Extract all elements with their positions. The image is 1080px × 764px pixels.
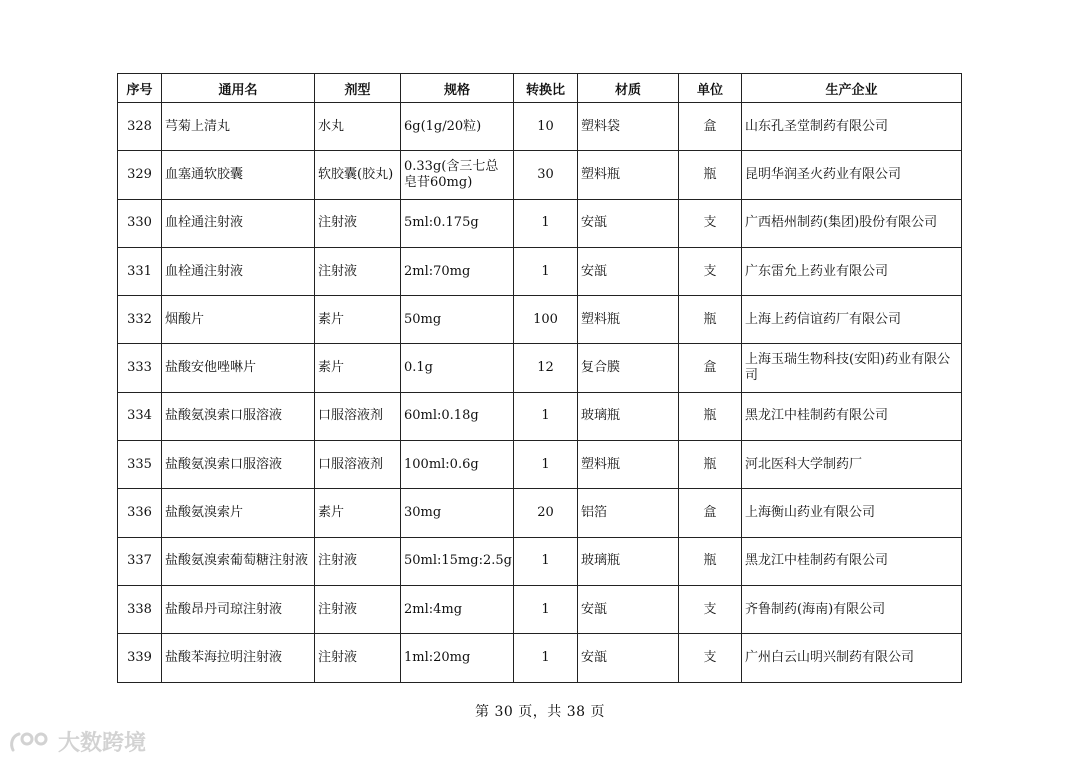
cell-conversion-ratio: 10 xyxy=(514,103,578,151)
table-row xyxy=(118,585,962,633)
header-manufacturer: 生产企业 xyxy=(742,74,962,103)
cell-conversion-ratio: 30 xyxy=(514,151,578,199)
cell-unit: 瓶 xyxy=(679,296,742,344)
cell-conversion-ratio: 20 xyxy=(514,489,578,537)
cell-dosage-form: 注射液 xyxy=(315,199,401,247)
header-material: 材质 xyxy=(578,74,679,103)
cell-unit: 支 xyxy=(679,585,742,633)
watermark xyxy=(8,726,146,757)
cell-dosage-form: 素片 xyxy=(315,344,401,392)
cell-specification: 0.33g(含三七总皂苷60mg) xyxy=(401,151,514,199)
cell-manufacturer: 黑龙江中桂制药有限公司 xyxy=(742,537,962,585)
cell-dosage-form: 素片 xyxy=(315,296,401,344)
header-specification: 规格 xyxy=(401,74,514,103)
cell-material: 玻璃瓶 xyxy=(578,392,679,440)
watermark-text: 大数跨境 xyxy=(58,731,147,756)
cell-index: 331 xyxy=(118,247,162,295)
cell-generic-name: 盐酸昂丹司琼注射液 xyxy=(162,585,315,633)
cell-unit: 瓶 xyxy=(679,441,742,489)
cell-manufacturer: 广西梧州制药(集团)股份有限公司 xyxy=(742,199,962,247)
cell-material: 玻璃瓶 xyxy=(578,537,679,585)
header-unit: 单位 xyxy=(679,74,742,103)
cell-unit: 瓶 xyxy=(679,392,742,440)
cell-conversion-ratio: 1 xyxy=(514,247,578,295)
cell-index: 329 xyxy=(118,151,162,199)
cell-dosage-form: 口服溶液剂 xyxy=(315,441,401,489)
cell-generic-name: 盐酸氨溴索口服溶液 xyxy=(162,441,315,489)
cell-dosage-form: 注射液 xyxy=(315,634,401,682)
cell-specification: 100ml:0.6g xyxy=(401,441,514,489)
table-row xyxy=(118,151,962,199)
cell-generic-name: 烟酸片 xyxy=(162,296,315,344)
cell-material: 塑料瓶 xyxy=(578,296,679,344)
cell-specification: 50mg xyxy=(401,296,514,344)
cell-manufacturer: 昆明华润圣火药业有限公司 xyxy=(742,151,962,199)
cell-index: 330 xyxy=(118,199,162,247)
cell-material: 塑料袋 xyxy=(578,103,679,151)
cell-specification: 2ml:70mg xyxy=(401,247,514,295)
header-dosage-form: 剂型 xyxy=(315,74,401,103)
cell-specification: 50ml:15mg:2.5g xyxy=(401,537,514,585)
cell-index: 338 xyxy=(118,585,162,633)
watermark-logo-icon xyxy=(8,730,54,754)
cell-dosage-form: 注射液 xyxy=(315,585,401,633)
cell-specification: 60ml:0.18g xyxy=(401,392,514,440)
cell-conversion-ratio: 1 xyxy=(514,199,578,247)
cell-manufacturer: 广东雷允上药业有限公司 xyxy=(742,247,962,295)
cell-material: 复合膜 xyxy=(578,344,679,392)
cell-generic-name: 芎菊上清丸 xyxy=(162,103,315,151)
page-footer: 第 30 页，共 38 页 xyxy=(475,704,605,720)
drug-table xyxy=(117,73,962,683)
table-row xyxy=(118,296,962,344)
header-conversion-ratio: 转换比 xyxy=(514,74,578,103)
cell-generic-name: 血栓通注射液 xyxy=(162,199,315,247)
cell-conversion-ratio: 1 xyxy=(514,441,578,489)
cell-dosage-form: 软胶囊(胶丸) xyxy=(315,151,401,199)
cell-material: 塑料瓶 xyxy=(578,151,679,199)
cell-manufacturer: 上海玉瑞生物科技(安阳)药业有限公司 xyxy=(742,344,962,392)
cell-index: 333 xyxy=(118,344,162,392)
cell-unit: 瓶 xyxy=(679,537,742,585)
cell-generic-name: 血塞通软胶囊 xyxy=(162,151,315,199)
cell-unit: 盒 xyxy=(679,489,742,537)
table-row xyxy=(118,392,962,440)
cell-dosage-form: 注射液 xyxy=(315,247,401,295)
cell-generic-name: 盐酸氨溴索口服溶液 xyxy=(162,392,315,440)
cell-index: 335 xyxy=(118,441,162,489)
cell-unit: 盒 xyxy=(679,344,742,392)
cell-specification: 0.1g xyxy=(401,344,514,392)
cell-generic-name: 盐酸氨溴索葡萄糖注射液 xyxy=(162,537,315,585)
table-row xyxy=(118,537,962,585)
table-row xyxy=(118,103,962,151)
cell-material: 塑料瓶 xyxy=(578,441,679,489)
cell-dosage-form: 素片 xyxy=(315,489,401,537)
header-row xyxy=(118,74,962,103)
table-row xyxy=(118,247,962,295)
cell-generic-name: 盐酸苯海拉明注射液 xyxy=(162,634,315,682)
table-row xyxy=(118,199,962,247)
cell-manufacturer: 黑龙江中桂制药有限公司 xyxy=(742,392,962,440)
cell-manufacturer: 河北医科大学制药厂 xyxy=(742,441,962,489)
cell-manufacturer: 齐鲁制药(海南)有限公司 xyxy=(742,585,962,633)
cell-index: 332 xyxy=(118,296,162,344)
cell-manufacturer: 广州白云山明兴制药有限公司 xyxy=(742,634,962,682)
cell-index: 328 xyxy=(118,103,162,151)
cell-material: 安瓿 xyxy=(578,199,679,247)
cell-material: 安瓿 xyxy=(578,247,679,295)
cell-dosage-form: 注射液 xyxy=(315,537,401,585)
cell-specification: 5ml:0.175g xyxy=(401,199,514,247)
cell-index: 334 xyxy=(118,392,162,440)
cell-specification: 1ml:20mg xyxy=(401,634,514,682)
table-row xyxy=(118,344,962,392)
cell-material: 安瓿 xyxy=(578,634,679,682)
cell-index: 339 xyxy=(118,634,162,682)
cell-material: 铝箔 xyxy=(578,489,679,537)
table-row xyxy=(118,489,962,537)
cell-conversion-ratio: 1 xyxy=(514,585,578,633)
cell-specification: 2ml:4mg xyxy=(401,585,514,633)
cell-unit: 支 xyxy=(679,634,742,682)
cell-conversion-ratio: 1 xyxy=(514,392,578,440)
header-generic-name: 通用名 xyxy=(162,74,315,103)
cell-index: 336 xyxy=(118,489,162,537)
cell-unit: 支 xyxy=(679,199,742,247)
cell-unit: 支 xyxy=(679,247,742,295)
cell-conversion-ratio: 100 xyxy=(514,296,578,344)
cell-manufacturer: 山东孔圣堂制药有限公司 xyxy=(742,103,962,151)
cell-generic-name: 盐酸氨溴索片 xyxy=(162,489,315,537)
cell-unit: 盒 xyxy=(679,103,742,151)
cell-material: 安瓿 xyxy=(578,585,679,633)
cell-unit: 瓶 xyxy=(679,151,742,199)
cell-manufacturer: 上海上药信谊药厂有限公司 xyxy=(742,296,962,344)
table-row xyxy=(118,441,962,489)
cell-manufacturer: 上海衡山药业有限公司 xyxy=(742,489,962,537)
cell-specification: 30mg xyxy=(401,489,514,537)
cell-index: 337 xyxy=(118,537,162,585)
cell-dosage-form: 口服溶液剂 xyxy=(315,392,401,440)
table-row xyxy=(118,634,962,682)
header-index: 序号 xyxy=(118,74,162,103)
cell-specification: 6g(1g/20粒) xyxy=(401,103,514,151)
cell-generic-name: 血栓通注射液 xyxy=(162,247,315,295)
cell-dosage-form: 水丸 xyxy=(315,103,401,151)
cell-conversion-ratio: 1 xyxy=(514,634,578,682)
cell-conversion-ratio: 1 xyxy=(514,537,578,585)
cell-generic-name: 盐酸安他唑啉片 xyxy=(162,344,315,392)
cell-conversion-ratio: 12 xyxy=(514,344,578,392)
